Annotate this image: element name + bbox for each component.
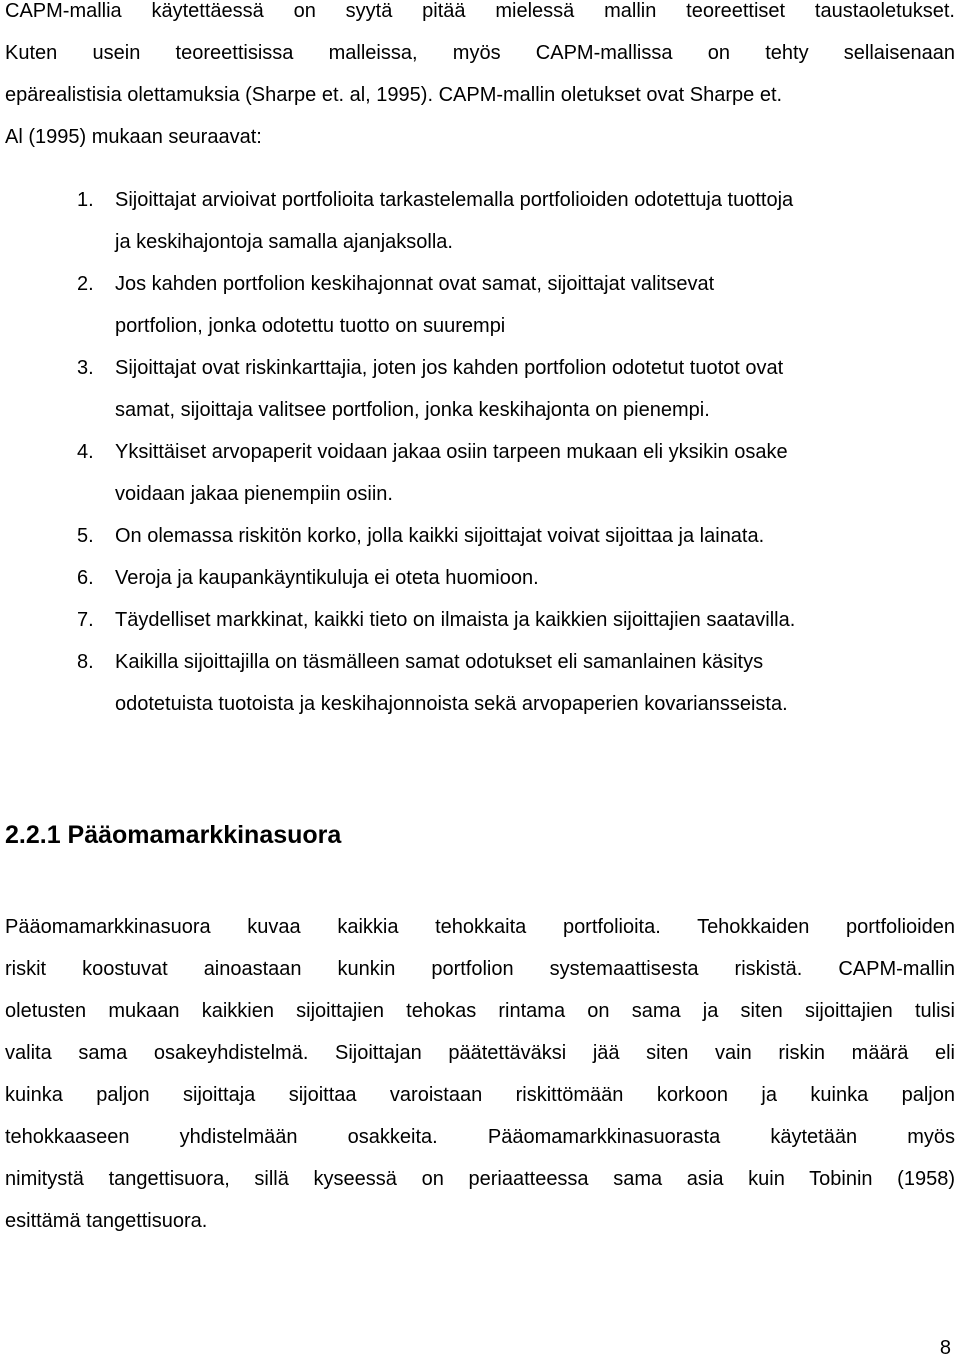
body-line: riskit koostuvat ainoastaan kunkin portfolion systemaattisesta riskistä. CAPM-mallin xyxy=(5,958,955,980)
list-number: 6. xyxy=(77,567,94,589)
list-item-text: Kaikilla sijoittajilla on täsmälleen samat odotukset eli samanlainen käsitys xyxy=(115,651,764,673)
body-line: tehokkaaseen yhdistelmään osakkeita. Pääomamarkkinasuorasta käytetään myös xyxy=(5,1126,955,1148)
list-item-text: ja keskihajontoja samalla ajanjaksolla. xyxy=(115,231,453,253)
list-item-text: Veroja ja kaupankäyntikuluja ei oteta huomioon. xyxy=(115,567,539,589)
list-number: 5. xyxy=(77,525,94,547)
list-number: 8. xyxy=(77,651,94,673)
list-number: 7. xyxy=(77,609,94,631)
list-item-text: samat, sijoittaja valitsee portfolion, jonka keskihajonta on pienempi. xyxy=(115,399,710,421)
list-item-text: Sijoittajat arvioivat portfolioita tarkastelemalla portfolioiden odotettuja tuottoja xyxy=(115,189,794,211)
list-item-text: voidaan jakaa pienempiin osiin. xyxy=(115,483,393,505)
list-number: 2. xyxy=(77,273,94,295)
list-number: 4. xyxy=(77,441,94,463)
page-number: 8 xyxy=(939,1337,951,1359)
list-number: 3. xyxy=(77,357,94,379)
intro-line: Al (1995) mukaan seuraavat: xyxy=(5,126,262,148)
list-number: 1. xyxy=(77,189,94,211)
body-line: oletusten mukaan kaikkien sijoittajien tehokas rintama on sama ja siten sijoittajien tulisi xyxy=(5,1000,955,1022)
list-item-text: portfolion, jonka odotettu tuotto on suurempi xyxy=(115,315,506,337)
body-line: kuinka paljon sijoittaja sijoittaa varoistaan riskittömään korkoon ja kuinka paljon xyxy=(5,1084,955,1106)
intro-line: epärealistisia olettamuksia (Sharpe et. al, 1995). CAPM-mallin oletukset ovat Sharpe et. xyxy=(5,84,783,106)
body-line: valita sama osakeyhdistelmä. Sijoittajan päätettäväksi jää siten vain riskin määrä eli xyxy=(5,1042,955,1064)
body-line: nimitystä tangettisuora, sillä kyseessä on periaatteessa sama asia kuin Tobinin (1958) xyxy=(5,1168,955,1190)
list-item-text: Täydelliset markkinat, kaikki tieto on ilmaista ja kaikkien sijoittajien saatavilla. xyxy=(115,609,796,631)
list-item-text: Sijoittajat ovat riskinkarttajia, joten jos kahden portfolion odotetut tuotot ovat xyxy=(115,357,784,379)
list-item-text: odotetuista tuotoista ja keskihajonnoista sekä arvopaperien kovariansseista. xyxy=(115,693,788,715)
section-heading: 2.2.1 Pääomamarkkinasuora xyxy=(5,821,342,849)
body-line: Pääomamarkkinasuora kuvaa kaikkia tehokkaita portfolioita. Tehokkaiden portfolioiden xyxy=(5,916,955,938)
list-item-text: Jos kahden portfolion keskihajonnat ovat samat, sijoittajat valitsevat xyxy=(115,273,715,295)
intro-line: Kuten usein teoreettisissa malleissa, myös CAPM-mallissa on tehty sellaisenaan xyxy=(5,42,955,64)
list-item-text: On olemassa riskitön korko, jolla kaikki sijoittajat voivat sijoittaa ja lainata. xyxy=(115,525,765,547)
list-item-text: Yksittäiset arvopaperit voidaan jakaa osiin tarpeen mukaan eli yksikin osake xyxy=(115,441,788,463)
body-line: esittämä tangettisuora. xyxy=(5,1210,208,1232)
intro-line: CAPM-mallia käytettäessä on syytä pitää mielessä mallin teoreettiset taustaoletukset. xyxy=(5,0,955,22)
